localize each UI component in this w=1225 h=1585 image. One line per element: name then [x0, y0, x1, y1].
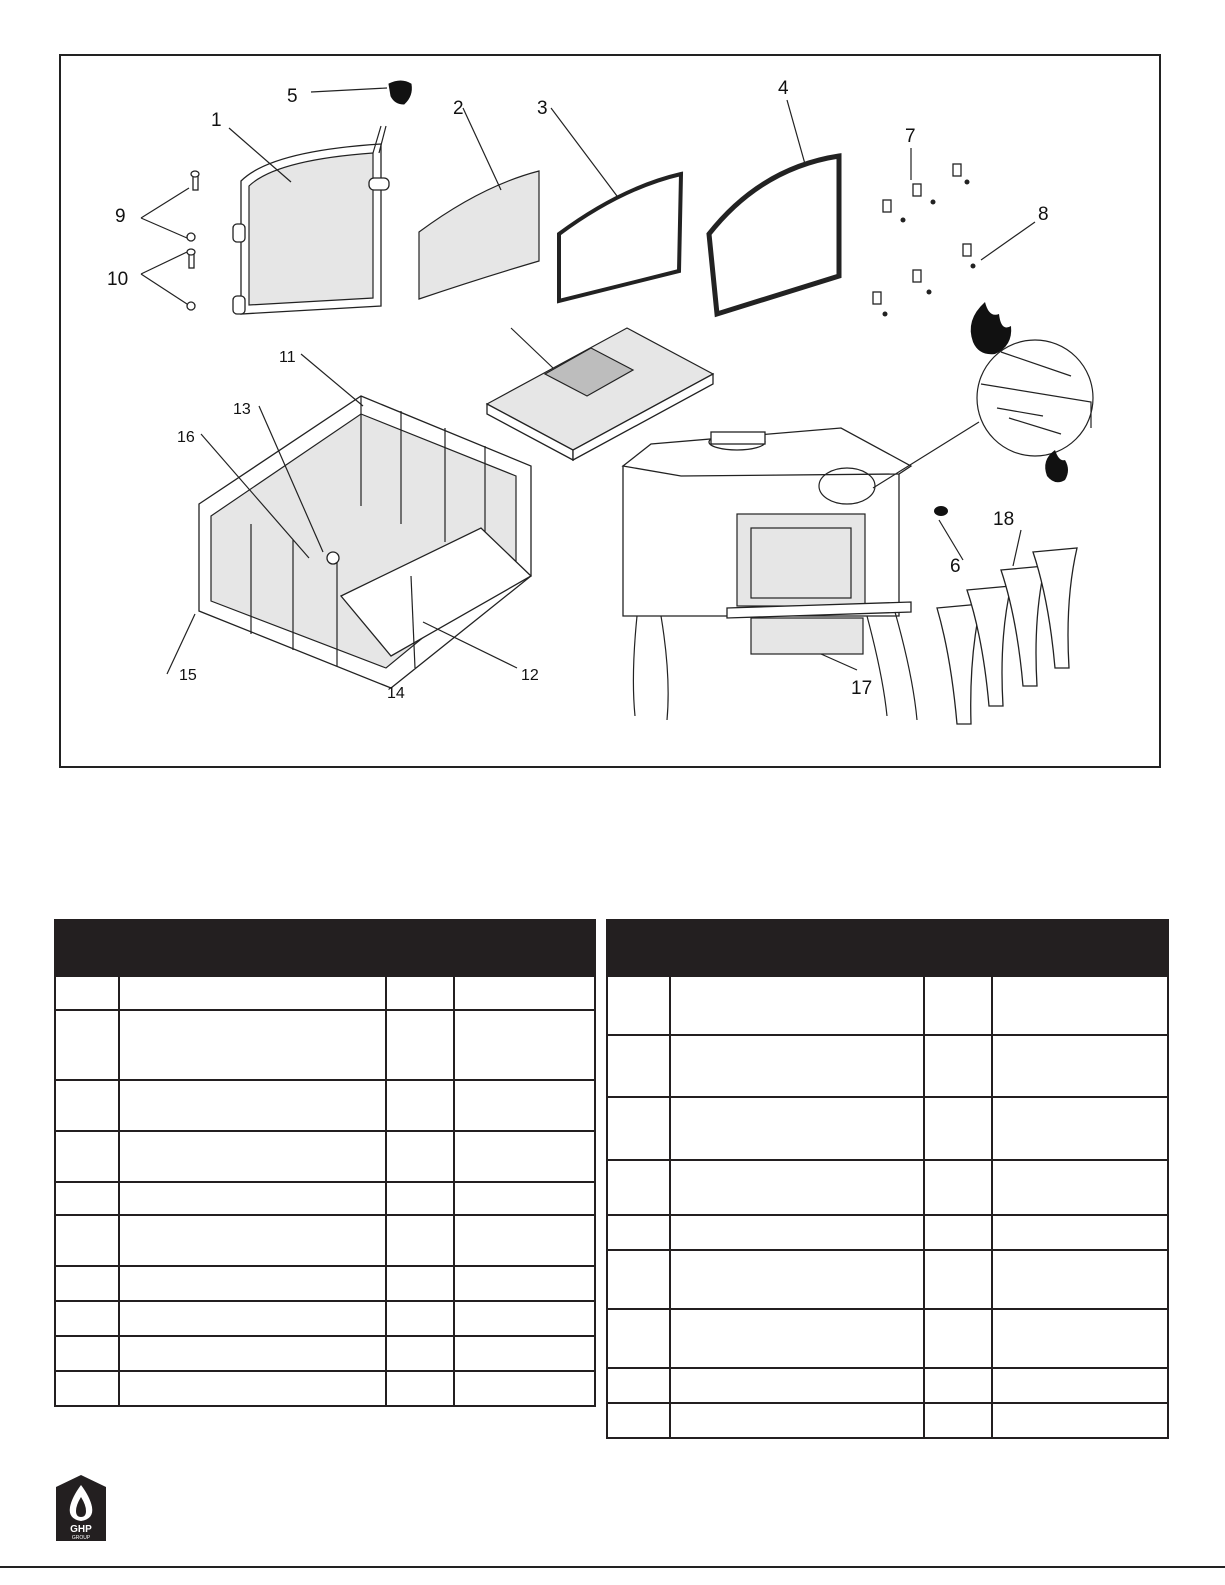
table-row [55, 1371, 595, 1406]
door-gasket [709, 156, 839, 314]
door-frame [233, 126, 389, 314]
callout-18: 18 [993, 509, 1015, 530]
callout-5: 5 [287, 86, 298, 107]
footer-rule [0, 1566, 1225, 1568]
callout-16: 16 [177, 429, 195, 446]
glass-clips [873, 164, 976, 317]
callout-11: 11 [279, 349, 296, 366]
table-row [55, 976, 595, 1010]
hinge-pins [187, 171, 199, 310]
table-header [607, 920, 1168, 976]
table-row [55, 1215, 595, 1266]
table-row [607, 1309, 1168, 1368]
diagram-svg [61, 56, 1163, 770]
callout-13: 13 [233, 401, 251, 418]
damper-knob [934, 506, 948, 516]
callout-7: 7 [905, 126, 916, 147]
table-row [607, 976, 1168, 1035]
parts-table-left [54, 919, 596, 1407]
ghp-group-logo [52, 1473, 110, 1543]
firebrick-assembly [199, 396, 531, 688]
callout-12: 12 [521, 667, 539, 684]
svg-text:GROUP: GROUP [71, 1535, 91, 1541]
exploded-parts-diagram [59, 54, 1161, 768]
table-row [55, 1131, 595, 1182]
table-row [607, 1368, 1168, 1403]
table-row [55, 1266, 595, 1301]
baffle-board [487, 328, 713, 460]
callout-14: 14 [387, 685, 405, 702]
table-row [607, 1403, 1168, 1438]
table-row [607, 1215, 1168, 1250]
handle-knob [389, 81, 411, 104]
table-row [607, 1250, 1168, 1309]
table-row [55, 1336, 595, 1371]
svg-text:GHP: GHP [70, 1524, 92, 1535]
table-row [607, 1160, 1168, 1215]
table-row [55, 1182, 595, 1215]
callout-9: 9 [115, 206, 126, 227]
flame-icon [52, 1473, 110, 1543]
air-wash-detail [873, 302, 1093, 488]
table-row [55, 1080, 595, 1131]
callout-15: 15 [179, 667, 197, 684]
callout-1: 1 [211, 110, 222, 131]
callout-10: 10 [107, 269, 129, 290]
parts-table-right [606, 919, 1169, 1439]
callout-3: 3 [537, 98, 548, 119]
callout-8: 8 [1038, 204, 1049, 225]
glass-gasket [559, 174, 681, 301]
callout-2: 2 [453, 98, 464, 119]
table-row [55, 1010, 595, 1080]
callout-6: 6 [950, 556, 961, 577]
callout-17: 17 [851, 678, 873, 699]
table-row [607, 1097, 1168, 1160]
table-row [55, 1301, 595, 1336]
door-glass [419, 171, 539, 299]
table-header [55, 920, 595, 976]
callout-4: 4 [778, 78, 789, 99]
table-row [607, 1035, 1168, 1097]
